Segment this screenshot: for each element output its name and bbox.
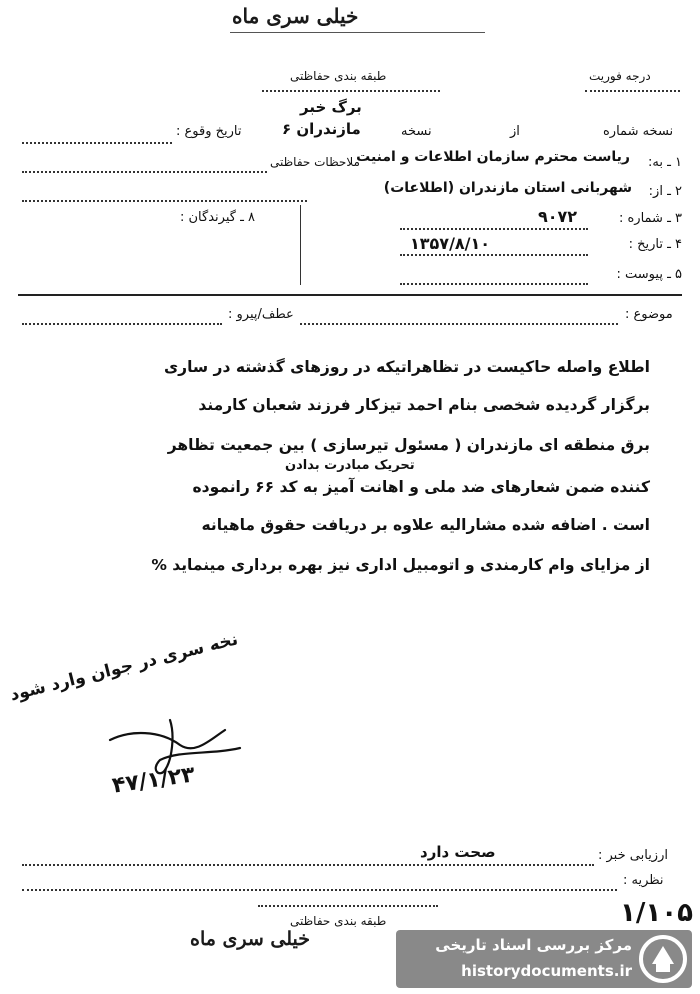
field-date-dotted-line [400,254,588,256]
subject-dotted-line [300,323,618,325]
stamp-underline [230,32,485,33]
evaluation-dotted-line [22,864,594,866]
field-to-value: ریاست محترم سازمان اطلاعات و امنیت [356,149,630,165]
footer-classification-label: طبقه بندی حفاظتی [290,914,387,928]
page-number-note: ۱/۱۰۵ [620,898,693,928]
classification-label: طبقه بندی حفاظتی [290,69,387,83]
copy-number-label: نسخه‌ شماره [603,124,674,139]
protective-notes-dotted-line [22,171,267,173]
body-insertion-note: تحریک مبادرت بدادن [285,458,415,473]
handwritten-copy-region: مازندران ۶ [282,120,361,138]
body-line-6: از مزایای وام کارمندی و اتومبیل اداری نیز بهره برداری مینماید % [151,556,650,574]
body-line-5: است . اضافه شده مشارالیه علاوه بر دریافت حقوق ماهیانه [201,516,650,534]
field-from-dotted-line [22,200,307,202]
receivers-label: ۸ ـ گیرندگان : [180,210,255,225]
header-column-divider [300,205,301,285]
body-line-4: کننده ضمن شعارهای ضد ملی و اهانت آمیز به کد ۶۶ رانموده [192,478,650,496]
classification-dotted-line [262,90,440,92]
watermark-banner [396,930,692,988]
field-number-dotted-line [400,228,588,230]
field-date-label: ۴ ـ تاریخ : [628,237,682,252]
archive-logo-icon [638,934,688,984]
date-of-event-dotted-line [22,142,172,144]
reference-dotted-line [22,323,222,325]
body-line-1: اطلاع واصله حاکیست در تظاهراتیکه در روزهای گذشته در ساری [163,358,650,376]
date-of-event-label: تاریخ وقوع : [176,124,242,139]
protective-notes-label: ملاحظات حفاظتی [270,155,360,169]
watermark-title: مرکز بررسی اسناد تاریخی [435,936,632,954]
evaluation-value: صحت دارد [420,843,496,861]
footer-dotted-line [258,905,438,907]
opinion-label: نظریه : [623,873,664,888]
urgency-label: درجه فوریت [589,69,651,83]
header-separator [18,294,682,296]
field-from-label: ۲ ـ از: [648,184,682,199]
field-attachment-label: ۵ ـ پیوست : [616,267,682,282]
body-line-2: برگزار گردیده شخصی بنام احمد تیزکار فرزند شعبان کارمند [198,396,650,414]
field-number-value: ۹۰۷۲ [538,207,578,226]
urgency-dotted-line [585,90,680,92]
field-to-label: ۱ ـ به: [647,155,682,170]
handwritten-note: نخه سری در جوان وارد شود [8,629,241,706]
footer-classification-stamp: خیلی سری ماه [190,928,311,950]
subject-label: موضوع : [625,307,673,322]
copy-from-label: از [510,124,520,139]
copy-label: نسخه [401,124,432,139]
body-line-3: برق منطقه ای مازندران ( مسئول تیرسازی ) بین جمعیت تظاهر [167,436,650,454]
watermark-url: historydocuments.ir [461,962,632,980]
reference-label: عطف/پیرو : [228,307,294,322]
top-classification-stamp: خیلی سری ماه [232,4,359,28]
signature-date: ۴۷/۱/۲۳ [110,762,197,799]
evaluation-label: ارزیابی خبر : [598,848,668,863]
field-attachment-dotted-line [400,283,588,285]
opinion-dotted-line [22,889,617,891]
field-number-label: ۳ ـ شماره : [618,211,682,226]
field-date-value: ۱۳۵۷/۸/۱۰ [410,234,491,253]
field-from-value: شهربانی استان مازندران (اطلاعات) [383,180,632,196]
page-title: برگ خبر [300,98,362,116]
